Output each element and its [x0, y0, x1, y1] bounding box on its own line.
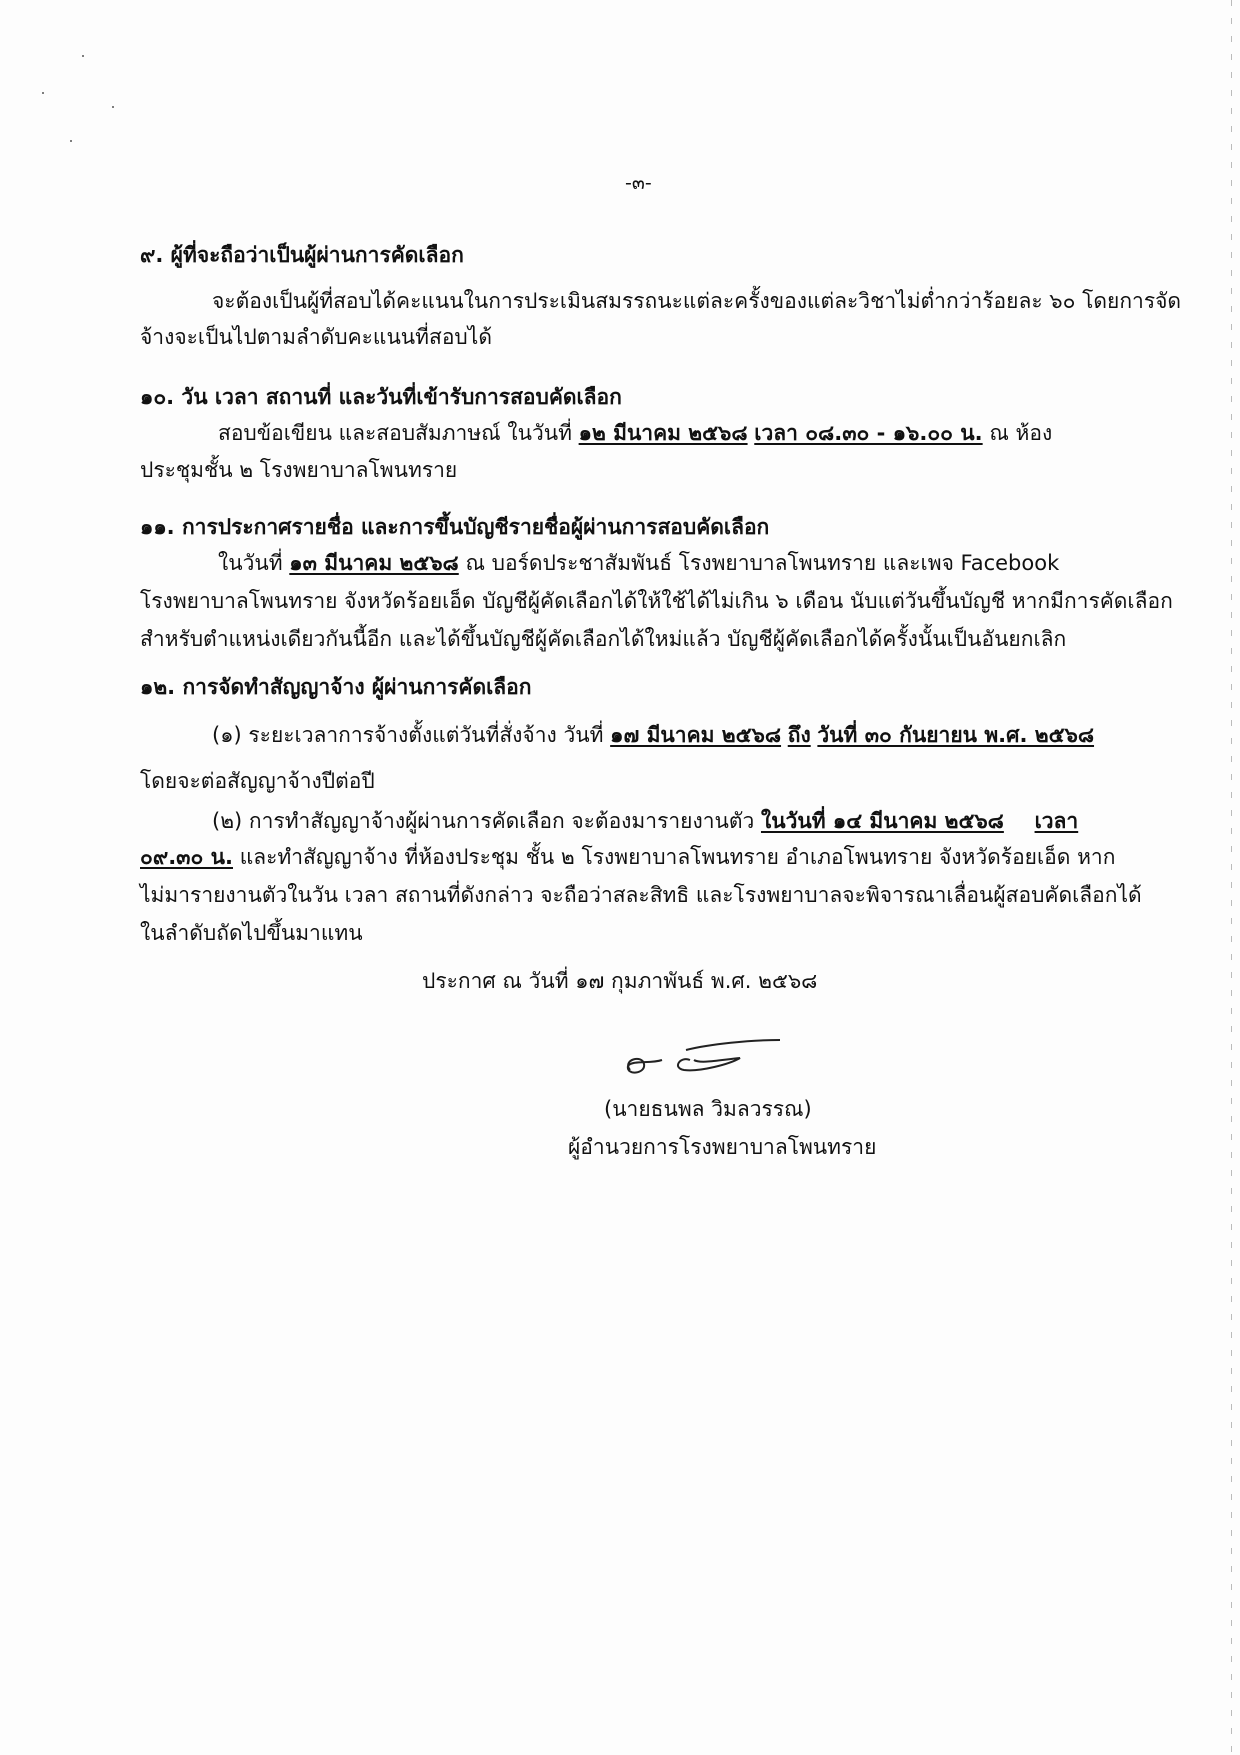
section-11-heading: ๑๑. การประกาศรายชื่อ และการขึ้นบัญชีรายชื่อผู้ผ่านการสอบคัดเลือก — [140, 515, 770, 539]
section-11-line-2: โรงพยาบาลโพนทราย จังหวัดร้อยเอ็ด บัญชีผู้คัดเลือกได้ให้ใช้ได้ไม่เกิน ๖ เดือน นับแต่วันขึ้นบัญชี หากมีการคัดเลือก — [140, 589, 1173, 613]
section-9-line-2: จ้างจะเป็นไปตามลำดับคะแนนที่สอบได้ — [140, 325, 492, 349]
report-time: ๐๙.๓๐ น. — [140, 845, 233, 869]
exam-date: ๑๒ มีนาคม ๒๕๖๘ — [578, 421, 748, 445]
page-number: -๓- — [625, 172, 652, 194]
scan-speck — [42, 92, 44, 94]
section-12-item-2-line-4: ในลำดับถัดไปขึ้นมาแทน — [140, 921, 363, 945]
section-10-heading: ๑๐. วัน เวลา สถานที่ และวันที่เข้ารับการสอบคัดเลือก — [140, 385, 622, 409]
section-12-item-2-line-1 — [212, 806, 1078, 836]
section-12-text: และทำสัญญาจ้าง ที่ห้องประชุม ชั้น ๒ โรงพยาบาลโพนทราย อำเภอโพนทราย จังหวัดร้อยเอ็ด หาก — [239, 845, 1116, 869]
section-11-line-1 — [218, 548, 1059, 578]
section-10-line-2: ประชุมชั้น ๒ โรงพยาบาลโพนทราย — [140, 458, 458, 482]
section-10-text: ณ ห้อง — [989, 421, 1053, 445]
section-12-item-1-line-1 — [212, 720, 1094, 750]
section-10-text: สอบข้อเขียน และสอบสัมภาษณ์ ในวันที่ — [218, 421, 572, 445]
exam-time: เวลา ๐๘.๓๐ - ๑๖.๐๐ น. — [754, 421, 983, 445]
contract-start-date: ๑๗ มีนาคม ๒๕๖๘ — [610, 723, 782, 747]
section-11-text: ณ บอร์ดประชาสัมพันธ์ โรงพยาบาลโพนทราย และเพจ Facebook — [465, 551, 1060, 575]
section-9-heading: ๙. ผู้ที่จะถือว่าเป็นผู้ผ่านการคัดเลือก — [140, 243, 464, 267]
section-12-text: (๑) ระยะเวลาการจ้างตั้งแต่วันที่สั่งจ้าง วันที่ — [212, 723, 604, 747]
signer-title: ผู้อำนวยการโรงพยาบาลโพนทราย — [568, 1135, 877, 1159]
scan-edge-mark — [1231, 0, 1232, 1755]
section-9-line-1: จะต้องเป็นผู้ที่สอบได้คะแนนในการประเมินสมรรถนะแต่ละครั้งของแต่ละวิชาไม่ต่ำกว่าร้อยละ ๖๐ โดยการจัด — [212, 289, 1182, 313]
report-time-label: เวลา — [1034, 809, 1079, 833]
signer-name: (นายธนพล วิมลวรรณ) — [604, 1097, 812, 1121]
section-12-item-1-line-2: โดยจะต่อสัญญาจ้างปีต่อปี — [140, 769, 375, 793]
section-11-text: ในวันที่ — [218, 551, 283, 575]
contract-end-date: วันที่ ๓๐ กันยายน พ.ศ. ๒๕๖๘ — [817, 723, 1095, 747]
announce-result-date: ๑๓ มีนาคม ๒๕๖๘ — [289, 551, 459, 575]
section-12-item-2-line-2 — [140, 842, 1115, 872]
section-12-item-2-line-3: ไม่มารายงานตัวในวัน เวลา สถานที่ดังกล่าว จะถือว่าสละสิทธิ และโรงพยาบาลจะพิจารณาเลื่อนผู้สอบคัดเลือกได้ — [140, 883, 1142, 907]
report-date: ในวันที่ ๑๔ มีนาคม ๒๕๖๘ — [760, 809, 1004, 833]
section-11-line-3: สำหรับตำแหน่งเดียวกันนี้อีก และได้ขึ้นบัญชีผู้คัดเลือกได้ใหม่แล้ว บัญชีผู้คัดเลือกได้ครั้งนั้นเป็นอันยกเลิก — [140, 627, 1067, 651]
signature-image — [620, 1030, 790, 1090]
section-10-line-1 — [218, 418, 1052, 448]
contract-to-word: ถึง — [787, 723, 811, 747]
announcement-date: ประกาศ ณ วันที่ ๑๗ กุมภาพันธ์ พ.ศ. ๒๕๖๘ — [422, 969, 818, 993]
section-12-heading: ๑๒. การจัดทำสัญญาจ้าง ผู้ผ่านการคัดเลือก — [140, 675, 532, 699]
scan-speck — [70, 140, 72, 142]
scan-speck — [82, 55, 84, 57]
section-12-text: (๒) การทำสัญญาจ้างผู้ผ่านการคัดเลือก จะต้องมารายงานตัว — [212, 809, 755, 833]
scan-speck — [112, 106, 114, 108]
